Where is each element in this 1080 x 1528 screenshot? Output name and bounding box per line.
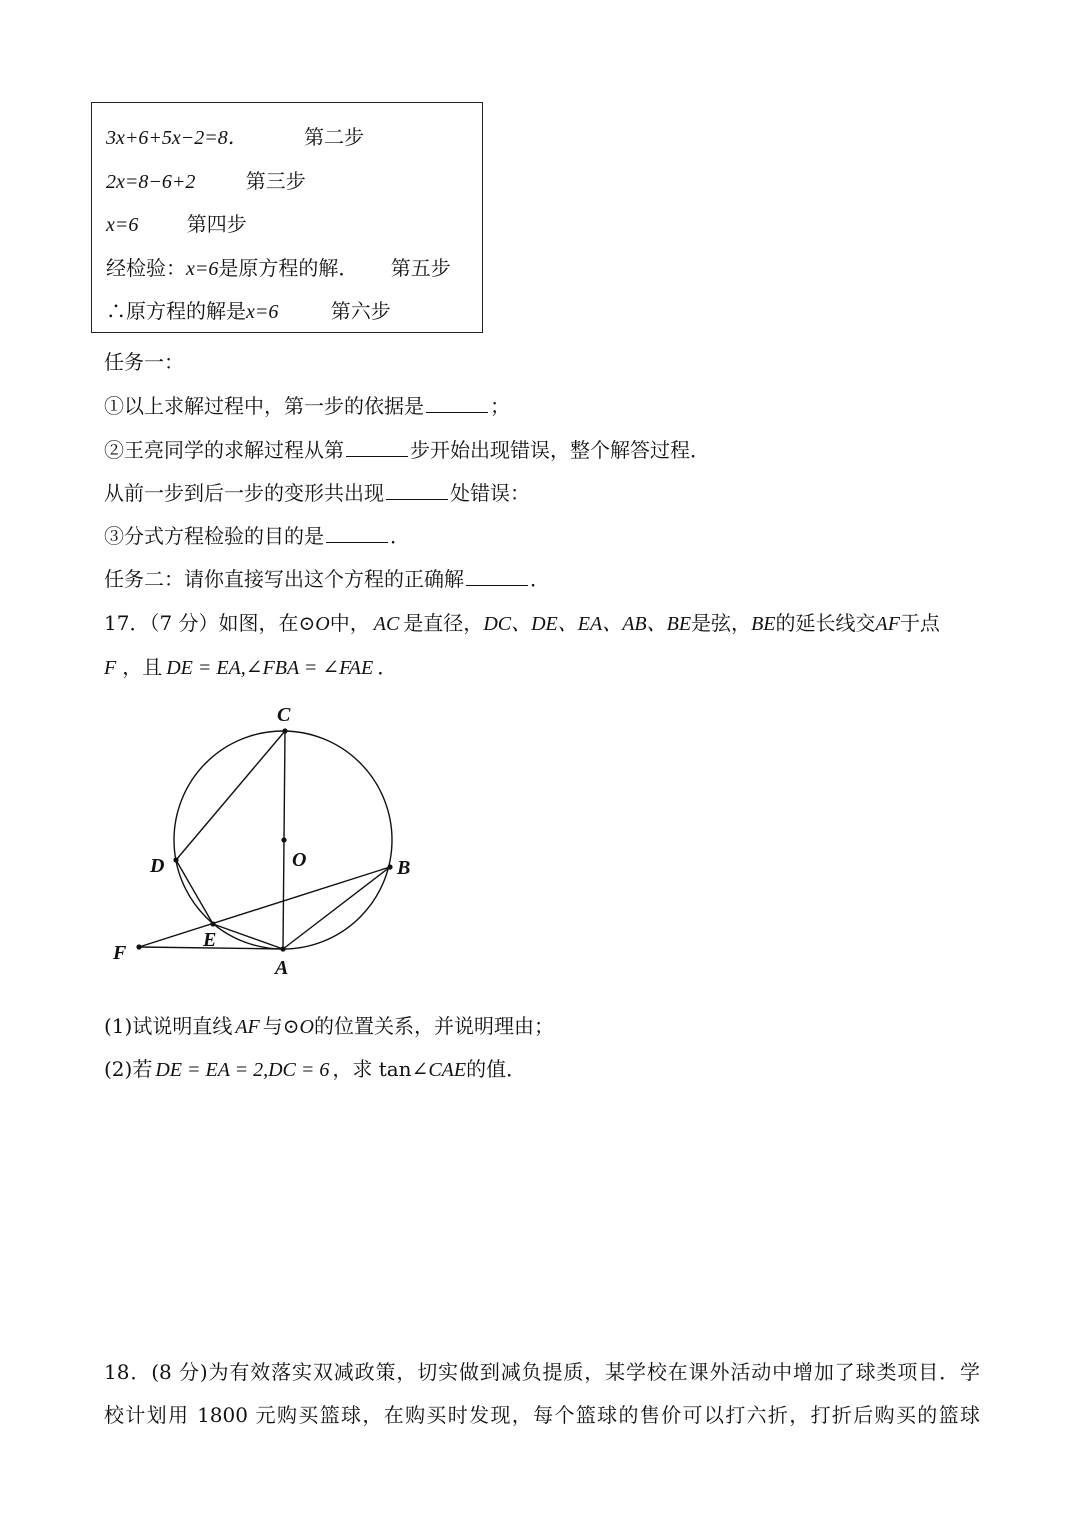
task1-title: 任务一：	[104, 350, 184, 374]
step-2	[106, 121, 364, 150]
step-4-label: 第四步	[186, 212, 247, 236]
q17-text: (2)若	[104, 1057, 153, 1081]
step-3	[106, 165, 306, 194]
segment-ab	[283, 867, 390, 949]
point-a	[280, 946, 285, 951]
q18-line2: 校计划用 1800 元购买篮球，在购买时发现，每个篮球的售价可以打六折，打折后购买的篮球	[104, 1403, 980, 1427]
q17-var: O	[299, 1016, 314, 1038]
answer-blank[interactable]	[466, 567, 528, 586]
task1-q3-text: ③分式方程检验的目的是	[104, 524, 324, 548]
q17-text: 的值．	[466, 1057, 527, 1081]
q17-text: 中，	[329, 611, 370, 635]
task1-q3-end: ．	[390, 524, 410, 548]
label-a: A	[275, 957, 289, 979]
label-f: F	[113, 942, 127, 964]
q17-var: BE	[751, 613, 776, 635]
segment-de	[176, 860, 213, 924]
q17-text: ．	[377, 655, 398, 679]
answer-blank[interactable]	[346, 438, 408, 457]
answer-blank[interactable]	[326, 524, 388, 543]
segment-ea	[213, 924, 283, 949]
q17-var: AF	[875, 613, 900, 635]
point-c	[282, 728, 287, 733]
step-3-equation: 2x=8−6+2	[106, 171, 196, 193]
q17-var: O	[315, 613, 330, 635]
task1-q2-text: ②王亮同学的求解过程从第	[104, 438, 344, 462]
task1-q1	[104, 390, 510, 419]
task1-q1-text: ①以上求解过程中，第一步的依据是	[104, 394, 424, 418]
step-4	[106, 208, 247, 237]
answer-blank[interactable]	[386, 481, 448, 500]
q17-text: 与⊙	[262, 1014, 300, 1038]
solution-steps-box	[91, 102, 483, 333]
label-e: E	[203, 929, 217, 951]
q18-line1: 18．(8 分)为有效落实双减政策，切实做到减负提质，某学校在课外活动中增加了球类项目．学	[104, 1360, 980, 1384]
q17-part1	[104, 1010, 554, 1039]
segment-fb	[139, 867, 390, 947]
point-d	[173, 857, 178, 862]
q17-text: 于点	[899, 611, 940, 635]
q17-text: 是弦，	[691, 611, 752, 635]
step-4-equation: x=6	[106, 214, 139, 236]
q17-text: 17．（7 分）如图，在⊙	[104, 611, 316, 635]
task1-q3	[104, 520, 410, 549]
point-o	[281, 837, 286, 842]
answer-blank[interactable]	[426, 394, 488, 413]
q17-part2	[104, 1053, 526, 1082]
step-5-text: 是原方程的解．	[218, 256, 359, 280]
q17-text: 的延长线交	[775, 611, 876, 635]
task1-q1-end: ；	[490, 394, 510, 418]
q17-var: DC、DE、EA、AB、BE	[483, 613, 692, 635]
step-2-label: 第二步	[304, 125, 365, 149]
step-6	[106, 295, 391, 324]
q17-text: ，且	[122, 655, 163, 679]
step-5-prefix: 经检验：	[106, 256, 186, 280]
task1-q2b-end: 处错误：	[450, 481, 530, 505]
q17-var: AC	[373, 613, 400, 635]
step-5	[106, 252, 451, 281]
label-o: O	[292, 849, 307, 871]
step-5-label: 第五步	[390, 256, 451, 280]
label-d: D	[150, 855, 165, 877]
circle-geometry-figure	[100, 690, 440, 990]
step-3-label: 第三步	[245, 169, 306, 193]
step-6-label: 第六步	[330, 299, 391, 323]
step-2-equation: 3x+6+5x−2=8．	[106, 127, 248, 149]
q17-line2	[104, 651, 397, 680]
task2-end: ．	[530, 567, 550, 591]
q17-var: F	[104, 657, 117, 679]
label-c: C	[277, 704, 291, 726]
q17-text: (1)试说明直线	[104, 1014, 233, 1038]
segment-dc	[176, 731, 285, 860]
q17-var: AF	[235, 1016, 260, 1038]
q17-condition: DE = EA = 2,DC = 6	[155, 1059, 330, 1081]
task2-text: 任务二：请你直接写出这个方程的正确解	[104, 567, 464, 591]
task1-q2b	[104, 477, 530, 506]
step-6-prefix: ∴原方程的解是	[106, 299, 246, 323]
q17-condition: DE = EA,∠FBA = ∠FAE	[166, 657, 374, 679]
task2	[104, 563, 550, 592]
point-f	[136, 944, 141, 949]
step-6-equation: x=6	[246, 301, 279, 323]
label-b: B	[397, 857, 411, 879]
task1-q2b-text: 从前一步到后一步的变形共出现	[104, 481, 384, 505]
step-5-equation: x=6	[186, 258, 219, 280]
point-b	[387, 864, 392, 869]
q17-line1	[104, 607, 940, 636]
q17-text: ，求 tan∠	[332, 1057, 429, 1081]
q17-var: CAE	[428, 1059, 467, 1081]
task1-q2	[104, 434, 710, 463]
q17-text: 是直径，	[403, 611, 484, 635]
point-e	[210, 921, 215, 926]
task1-q2-end: 步开始出现错误，整个解答过程．	[410, 438, 710, 462]
q17-text: 的位置关系，并说明理由；	[314, 1014, 554, 1038]
